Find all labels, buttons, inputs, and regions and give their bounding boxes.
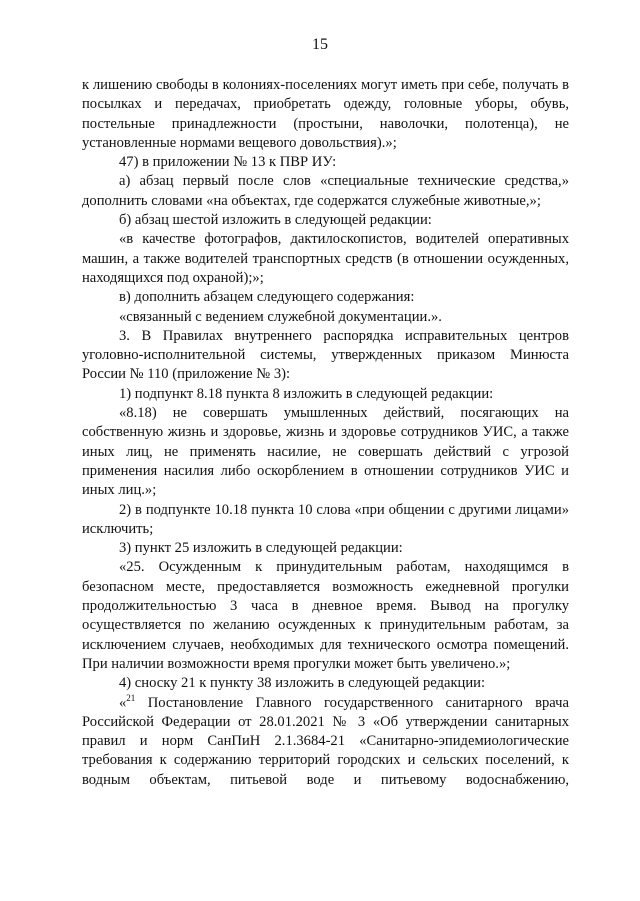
document-body [82, 76, 569, 790]
footnote-paragraph [82, 694, 569, 790]
paragraph: 4) сноску 21 к пункту 38 изложить в следующей редакции: [119, 675, 486, 692]
paragraph: в) дополнить абзацем следующего содержания: [119, 289, 415, 306]
paragraph: к лишению свободы в колониях-поселениях могут иметь при себе, получать в посылках и передачах, приобретать одежду, головные уборы, обувь, постельные принадлежности (простыни, наволочки, полотенца), не установленные нормами вещевого довольствия).»; [82, 77, 569, 151]
paragraph: 47) в приложении № 13 к ПВР ИУ: [119, 154, 337, 171]
paragraph: 1) подпункт 8.18 пункта 8 изложить в следующей редакции: [119, 385, 494, 402]
paragraph: «в качестве фотографов, дактилоскопистов, водителей оперативных машин, а также водителей транспортных средств (в отношении осужденных, находящихся под охраной);»; [82, 231, 569, 286]
footnote-number: 21 [126, 692, 136, 703]
paragraph: б) абзац шестой изложить в следующей редакции: [119, 212, 432, 229]
paragraph: 3) пункт 25 изложить в следующей редакции: [119, 540, 403, 557]
paragraph: «25. Осужденным к принудительным работам, находящимся в безопасном месте, предоставляется возможность ежедневной прогулки продолжительностью 3 часа в дневное время. Вывод на прогулку осуществляется по желанию осужденных к принудительным работам, за исключением случаев, необходимых для технического осмотра помещений. При наличии возможности время прогулки может быть увеличено.»; [82, 559, 569, 672]
page-number: 15 [312, 36, 328, 53]
paragraph: «связанный с ведением служебной документации.». [119, 308, 442, 325]
paragraph: 2) в подпункте 10.18 пункта 10 слова «при общении с другими лицами» исключить; [82, 501, 569, 537]
paragraph: а) абзац первый после слов «специальные технические средства,» дополнить словами «на объектах, где содержатся служебные животные,»; [82, 173, 569, 209]
paragraph: 3. В Правилах внутреннего распорядка исправительных центров уголовно-исполнительной системы, утвержденных приказом Минюста России № 110 (приложение № 3): [82, 327, 569, 383]
footnote-open-quote: « [119, 694, 127, 711]
footnote-text: Постановление Главного государственного санитарного врача Российской Федерации от 28.01.2021 № 3 «Об утверждении санитарных правил и норм СанПиН 2.1.3684-21 «Санитарно-эпидемиологические требования к содержанию территорий городских и сельских поселений, к водным объектам, питьевой воде и питьевому водоснабжению, [82, 694, 569, 788]
paragraph: «8.18) не совершать умышленных действий, посягающих на собственную жизнь и здоровье, жизнь и здоровье сотрудников УИС, а также иных лиц, не применять насилие, не совершать действий с угрозой применения насилия либо оскорблением в отношении сотрудников УИС и иных лиц.»; [82, 405, 569, 499]
